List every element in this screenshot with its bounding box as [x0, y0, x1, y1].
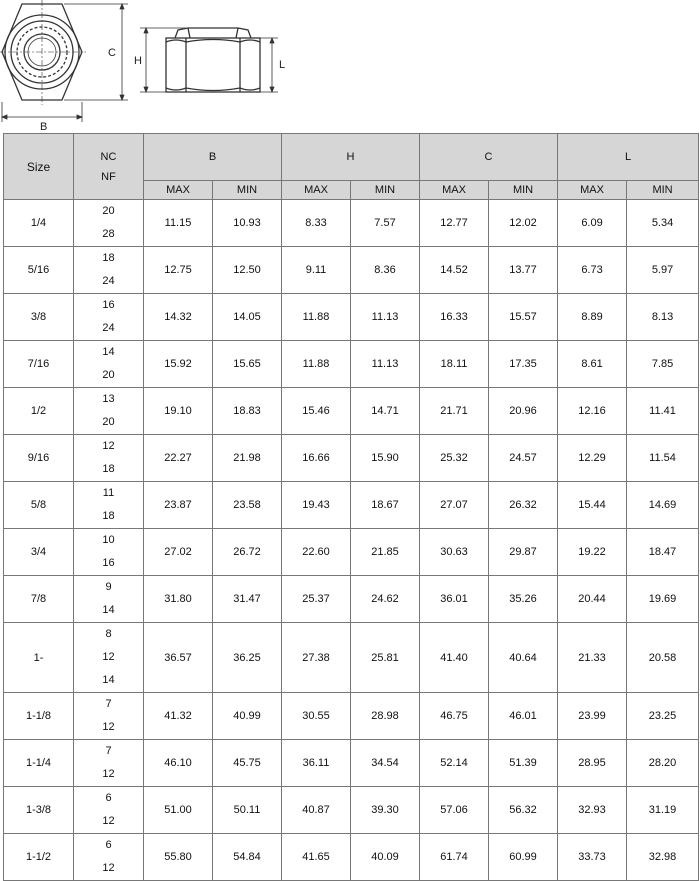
- table-body: [4, 200, 699, 881]
- value-cell: 11.13: [351, 294, 420, 341]
- threads-cell: [74, 576, 144, 623]
- value-cell: 26.32: [489, 482, 558, 529]
- value-cell: 26.72: [213, 529, 282, 576]
- value-cell: 19.22: [558, 529, 627, 576]
- thread-header-nc: NC: [100, 150, 117, 163]
- value-cell: 15.57: [489, 294, 558, 341]
- thread-count: 12: [102, 768, 115, 780]
- value-cell: 46.10: [144, 740, 213, 787]
- value-cell: 23.58: [213, 482, 282, 529]
- value-cell: 28.20: [627, 740, 699, 787]
- value-cell: 46.75: [420, 693, 489, 740]
- table-row: [4, 623, 699, 693]
- thread-count: 8: [105, 628, 112, 640]
- table-row: [4, 294, 699, 341]
- threads-cell: [74, 482, 144, 529]
- value-cell: 19.69: [627, 576, 699, 623]
- value-cell: 15.44: [558, 482, 627, 529]
- size-cell: 1-1/8: [4, 693, 74, 740]
- value-cell: 16.33: [420, 294, 489, 341]
- value-cell: 32.93: [558, 787, 627, 834]
- value-cell: 34.54: [351, 740, 420, 787]
- size-cell: 1-: [4, 623, 74, 693]
- value-cell: 55.80: [144, 834, 213, 881]
- value-cell: 12.02: [489, 200, 558, 247]
- value-cell: 11.54: [627, 435, 699, 482]
- value-cell: 61.74: [420, 834, 489, 881]
- value-cell: 5.34: [627, 200, 699, 247]
- nut-technical-drawing: [0, 0, 700, 132]
- thread-count: 18: [102, 510, 115, 522]
- value-cell: 8.36: [351, 247, 420, 294]
- sub-header: MAX: [420, 181, 489, 200]
- thread-count: 14: [102, 604, 115, 616]
- value-cell: 11.88: [282, 294, 351, 341]
- value-cell: 19.10: [144, 388, 213, 435]
- value-cell: 40.64: [489, 623, 558, 693]
- value-cell: 40.87: [282, 787, 351, 834]
- threads-cell: [74, 435, 144, 482]
- sub-header: MIN: [627, 181, 699, 200]
- threads-cell: [74, 787, 144, 834]
- table-row: [4, 482, 699, 529]
- table-row: [4, 200, 699, 247]
- value-cell: 30.55: [282, 693, 351, 740]
- thread-count: 20: [102, 205, 115, 217]
- value-cell: 12.29: [558, 435, 627, 482]
- table-row: [4, 247, 699, 294]
- value-cell: 39.30: [351, 787, 420, 834]
- thread-count: 6: [105, 839, 112, 851]
- thread-count: 18: [102, 463, 115, 475]
- value-cell: 11.41: [627, 388, 699, 435]
- value-cell: 32.98: [627, 834, 699, 881]
- value-cell: 23.25: [627, 693, 699, 740]
- thread-count: 16: [102, 557, 115, 569]
- value-cell: 20.44: [558, 576, 627, 623]
- value-cell: 8.61: [558, 341, 627, 388]
- value-cell: 8.13: [627, 294, 699, 341]
- value-cell: 23.99: [558, 693, 627, 740]
- table-row: [4, 388, 699, 435]
- group-header-c: C: [420, 134, 558, 181]
- value-cell: 51.39: [489, 740, 558, 787]
- table-row: [4, 435, 699, 482]
- size-cell: 7/16: [4, 341, 74, 388]
- value-cell: 27.02: [144, 529, 213, 576]
- dimension-c-label: C: [108, 47, 116, 59]
- value-cell: 31.47: [213, 576, 282, 623]
- value-cell: 51.00: [144, 787, 213, 834]
- value-cell: 21.71: [420, 388, 489, 435]
- value-cell: 21.85: [351, 529, 420, 576]
- thread-header-nf: NF: [101, 170, 116, 183]
- value-cell: 18.11: [420, 341, 489, 388]
- nut-side-view: [166, 28, 260, 92]
- value-cell: 31.19: [627, 787, 699, 834]
- value-cell: 41.40: [420, 623, 489, 693]
- table-row: [4, 693, 699, 740]
- value-cell: 40.09: [351, 834, 420, 881]
- value-cell: 14.05: [213, 294, 282, 341]
- value-cell: 36.57: [144, 623, 213, 693]
- dimension-h-label: H: [134, 55, 142, 67]
- value-cell: 7.85: [627, 341, 699, 388]
- size-cell: 1/4: [4, 200, 74, 247]
- threads-cell: [74, 341, 144, 388]
- value-cell: 60.99: [489, 834, 558, 881]
- value-cell: 11.13: [351, 341, 420, 388]
- threads-cell: [74, 529, 144, 576]
- value-cell: 45.75: [213, 740, 282, 787]
- value-cell: 16.66: [282, 435, 351, 482]
- value-cell: 9.11: [282, 247, 351, 294]
- sub-header: MIN: [489, 181, 558, 200]
- table-row: [4, 740, 699, 787]
- table-row: [4, 834, 699, 881]
- value-cell: 14.32: [144, 294, 213, 341]
- value-cell: 6.73: [558, 247, 627, 294]
- size-cell: 5/16: [4, 247, 74, 294]
- value-cell: 25.37: [282, 576, 351, 623]
- value-cell: 5.97: [627, 247, 699, 294]
- threads-cell: [74, 623, 144, 693]
- value-cell: 46.01: [489, 693, 558, 740]
- value-cell: 27.07: [420, 482, 489, 529]
- sub-header: MAX: [144, 181, 213, 200]
- thread-count: 13: [102, 393, 115, 405]
- thread-count: 9: [105, 581, 112, 593]
- thread-count: 20: [102, 416, 115, 428]
- table-row: [4, 341, 699, 388]
- sub-header: MIN: [213, 181, 282, 200]
- size-cell: 9/16: [4, 435, 74, 482]
- value-cell: 14.52: [420, 247, 489, 294]
- size-cell: 7/8: [4, 576, 74, 623]
- thread-count: 24: [102, 275, 115, 287]
- value-cell: 14.69: [627, 482, 699, 529]
- value-cell: 57.06: [420, 787, 489, 834]
- threads-cell: [74, 294, 144, 341]
- value-cell: 22.60: [282, 529, 351, 576]
- thread-count: 24: [102, 322, 115, 334]
- size-cell: 1/2: [4, 388, 74, 435]
- thread-count: 12: [102, 862, 115, 874]
- value-cell: 35.26: [489, 576, 558, 623]
- value-cell: 52.14: [420, 740, 489, 787]
- group-header-l: L: [558, 134, 699, 181]
- dimensions-table: [3, 133, 699, 881]
- value-cell: 7.57: [351, 200, 420, 247]
- size-cell: 3/8: [4, 294, 74, 341]
- value-cell: 21.33: [558, 623, 627, 693]
- size-cell: 1-1/4: [4, 740, 74, 787]
- value-cell: 11.88: [282, 341, 351, 388]
- value-cell: 28.98: [351, 693, 420, 740]
- value-cell: 12.77: [420, 200, 489, 247]
- threads-cell: [74, 740, 144, 787]
- thread-count: 11: [102, 487, 115, 499]
- size-cell: 1-1/2: [4, 834, 74, 881]
- value-cell: 50.11: [213, 787, 282, 834]
- value-cell: 8.89: [558, 294, 627, 341]
- thread-count: 7: [105, 745, 112, 757]
- thread-count: 14: [102, 674, 115, 686]
- value-cell: 20.58: [627, 623, 699, 693]
- thread-count: 12: [102, 721, 115, 733]
- value-cell: 31.80: [144, 576, 213, 623]
- value-cell: 20.96: [489, 388, 558, 435]
- value-cell: 14.71: [351, 388, 420, 435]
- thread-count: 20: [102, 369, 115, 381]
- sub-header: MAX: [558, 181, 627, 200]
- thread-header: [74, 134, 144, 200]
- thread-count: 12: [102, 651, 115, 663]
- table-row: [4, 576, 699, 623]
- value-cell: 56.32: [489, 787, 558, 834]
- value-cell: 15.65: [213, 341, 282, 388]
- value-cell: 24.57: [489, 435, 558, 482]
- value-cell: 41.65: [282, 834, 351, 881]
- value-cell: 10.93: [213, 200, 282, 247]
- threads-cell: [74, 388, 144, 435]
- dimension-l-label: L: [279, 59, 286, 71]
- thread-count: 6: [105, 792, 112, 804]
- group-header-b: B: [144, 134, 282, 181]
- value-cell: 15.90: [351, 435, 420, 482]
- value-cell: 12.16: [558, 388, 627, 435]
- hex-nut-top-view: [0, 0, 86, 105]
- value-cell: 41.32: [144, 693, 213, 740]
- threads-cell: [74, 693, 144, 740]
- sub-header: MAX: [282, 181, 351, 200]
- value-cell: 18.67: [351, 482, 420, 529]
- size-cell: 5/8: [4, 482, 74, 529]
- size-header: Size: [4, 134, 74, 200]
- thread-count: 12: [102, 440, 115, 452]
- value-cell: 28.95: [558, 740, 627, 787]
- value-cell: 27.38: [282, 623, 351, 693]
- thread-count: 10: [102, 534, 115, 546]
- value-cell: 13.77: [489, 247, 558, 294]
- value-cell: 15.92: [144, 341, 213, 388]
- value-cell: 12.50: [213, 247, 282, 294]
- value-cell: 36.25: [213, 623, 282, 693]
- thread-count: 12: [102, 815, 115, 827]
- thread-count: 7: [105, 698, 112, 710]
- size-cell: 3/4: [4, 529, 74, 576]
- group-header-h: H: [282, 134, 420, 181]
- value-cell: 18.83: [213, 388, 282, 435]
- dimension-l: [260, 38, 278, 92]
- value-cell: 25.81: [351, 623, 420, 693]
- table-row: [4, 787, 699, 834]
- thread-count: 14: [102, 346, 115, 358]
- value-cell: 15.46: [282, 388, 351, 435]
- value-cell: 24.62: [351, 576, 420, 623]
- value-cell: 36.11: [282, 740, 351, 787]
- thread-count: 28: [102, 228, 115, 240]
- table-row: [4, 529, 699, 576]
- value-cell: 23.87: [144, 482, 213, 529]
- value-cell: 25.32: [420, 435, 489, 482]
- value-cell: 12.75: [144, 247, 213, 294]
- threads-cell: [74, 247, 144, 294]
- value-cell: 54.84: [213, 834, 282, 881]
- value-cell: 30.63: [420, 529, 489, 576]
- threads-cell: [74, 200, 144, 247]
- thread-count: 18: [102, 252, 115, 264]
- size-cell: 1-3/8: [4, 787, 74, 834]
- dimension-b-label: B: [40, 121, 48, 132]
- value-cell: 40.99: [213, 693, 282, 740]
- value-cell: 17.35: [489, 341, 558, 388]
- value-cell: 36.01: [420, 576, 489, 623]
- value-cell: 21.98: [213, 435, 282, 482]
- sub-header: MIN: [351, 181, 420, 200]
- value-cell: 29.87: [489, 529, 558, 576]
- value-cell: 8.33: [282, 200, 351, 247]
- value-cell: 18.47: [627, 529, 699, 576]
- value-cell: 11.15: [144, 200, 213, 247]
- value-cell: 33.73: [558, 834, 627, 881]
- value-cell: 6.09: [558, 200, 627, 247]
- value-cell: 19.43: [282, 482, 351, 529]
- threads-cell: [74, 834, 144, 881]
- value-cell: 22.27: [144, 435, 213, 482]
- thread-count: 16: [102, 299, 115, 311]
